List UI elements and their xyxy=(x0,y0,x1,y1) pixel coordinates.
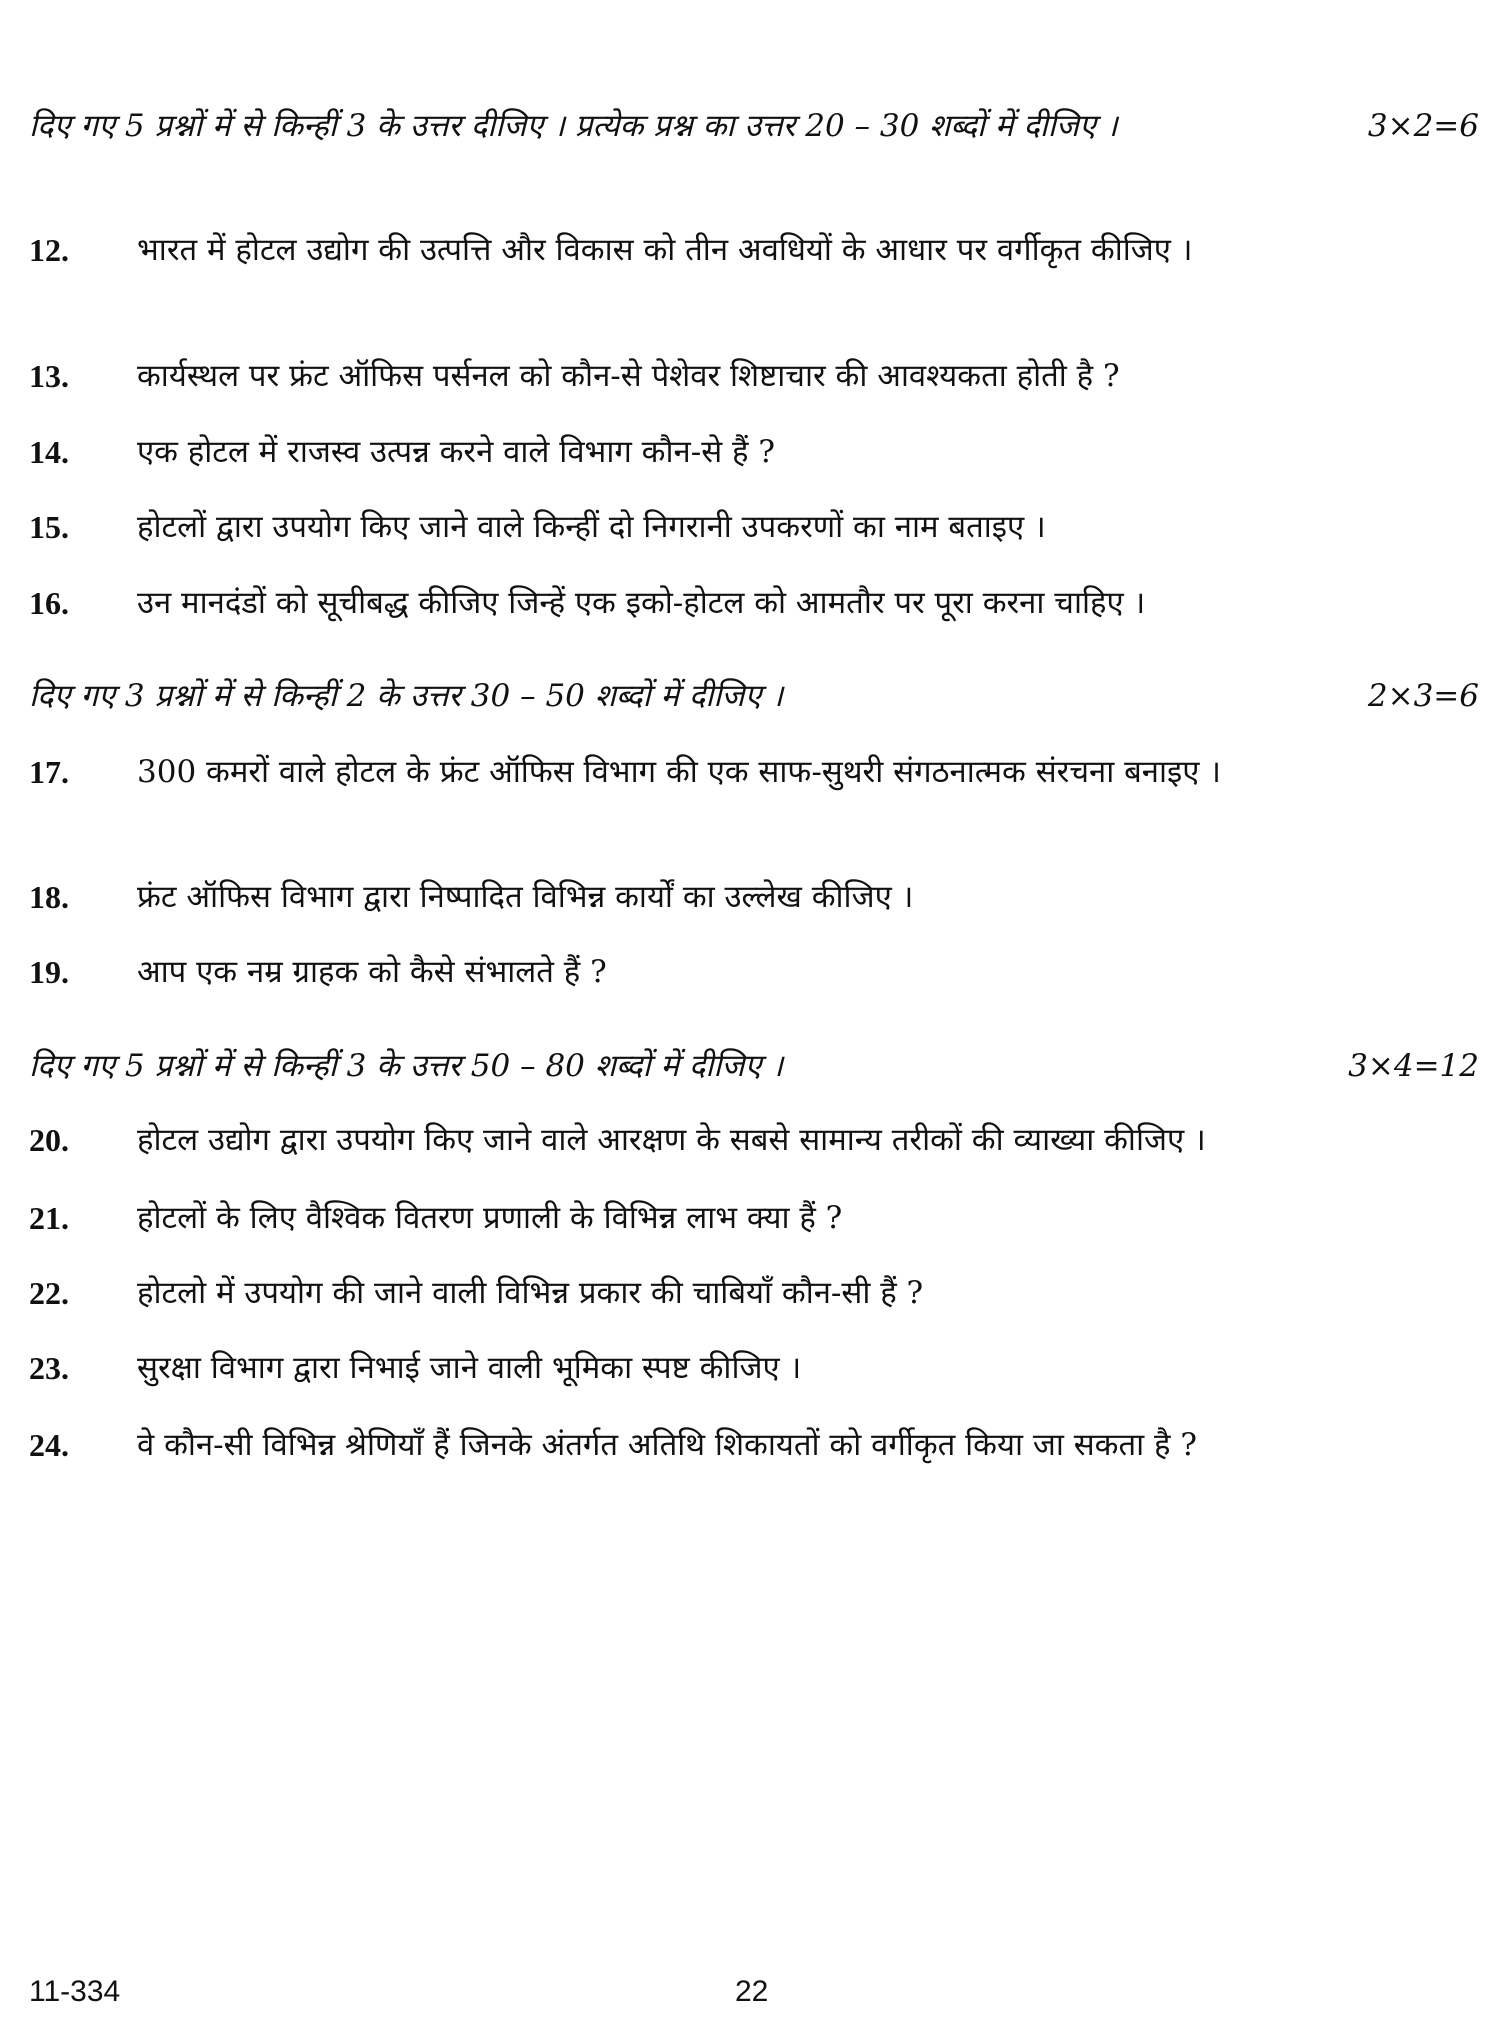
question-text: होटलों द्वारा उपयोग किए जाने वाले किन्हीं दो निगरानी उपकरणों का नाम बताइए । xyxy=(137,509,1046,545)
page-number: 22 xyxy=(735,1975,769,2008)
question-number: 16. xyxy=(29,585,69,621)
question-text: सुरक्षा विभाग द्वारा निभाई जाने वाली भूमिका स्पष्ट कीजिए । xyxy=(137,1350,802,1386)
question-number: 19. xyxy=(29,954,69,990)
question-text: आप एक नम्र ग्राहक को कैसे संभालते हैं ? xyxy=(137,954,607,990)
question xyxy=(29,1343,1479,1393)
question-text: भारत में होटल उद्योग की उत्पत्ति और विकास को तीन अवधियों के आधार पर वर्गीकृत कीजिए । xyxy=(137,232,1193,268)
question xyxy=(29,1115,1479,1165)
question-number: 22. xyxy=(29,1275,69,1311)
section-instruction xyxy=(29,670,1479,722)
question-text: होटलों के लिए वैश्विक वितरण प्रणाली के विभिन्न लाभ क्या हैं ? xyxy=(137,1200,843,1236)
question-text: वे कौन-सी विभिन्न श्रेणियाँ हैं जिनके अंतर्गत अतिथि शिकायतों को वर्गीकृत किया जा सकता है ? xyxy=(137,1427,1197,1463)
question xyxy=(29,747,1479,797)
question-number: 13. xyxy=(29,358,69,394)
question-number: 12. xyxy=(29,232,69,268)
question-text: एक होटल में राजस्व उत्पन्न करने वाले विभाग कौन-से हैं ? xyxy=(137,434,775,470)
question-number: 24. xyxy=(29,1427,69,1463)
question-number: 17. xyxy=(29,754,69,790)
marks: 2×3=6 xyxy=(1367,678,1479,714)
instruction-text: दिए गए 5 प्रश्नों में से किन्हीं 3 के उत्तर 50 – 80 शब्दों में दीजिए । xyxy=(29,1048,784,1084)
marks: 3×4=12 xyxy=(1348,1048,1479,1084)
question-text: कार्यस्थल पर फ्रंट ऑफिस पर्सनल को कौन-से पेशेवर शिष्टाचार की आवश्यकता होती है ? xyxy=(137,358,1120,394)
question xyxy=(29,1193,1479,1243)
paper-code: 11-334 xyxy=(29,1975,121,2008)
marks: 3×2=6 xyxy=(1367,108,1479,144)
question xyxy=(29,947,1479,997)
question-number: 21. xyxy=(29,1200,69,1236)
question xyxy=(29,1420,1479,1470)
question xyxy=(29,872,1479,922)
instruction-text: दिए गए 3 प्रश्नों में से किन्हीं 2 के उत्तर 30 – 50 शब्दों में दीजिए । xyxy=(29,678,784,714)
question xyxy=(29,502,1479,552)
question-text: होटल उद्योग द्वारा उपयोग किए जाने वाले आरक्षण के सबसे सामान्य तरीकों की व्याख्या कीजिए । xyxy=(137,1122,1206,1158)
question xyxy=(29,427,1479,477)
question-text: होटलो में उपयोग की जाने वाली विभिन्न प्रकार की चाबियाँ कौन-सी हैं ? xyxy=(137,1275,924,1311)
question-number: 14. xyxy=(29,434,69,470)
question-number: 15. xyxy=(29,509,69,545)
question xyxy=(29,1268,1479,1318)
instruction-text: दिए गए 5 प्रश्नों में से किन्हीं 3 के उत्तर दीजिए । प्रत्येक प्रश्न का उत्तर 20 – 30 शब्दों में दीजिए । xyxy=(29,108,1118,144)
question xyxy=(29,225,1479,275)
question-text: फ्रंट ऑफिस विभाग द्वारा निष्पादित विभिन्न कार्यों का उल्लेख कीजिए । xyxy=(137,879,914,915)
section-instruction xyxy=(29,1040,1479,1092)
question xyxy=(29,578,1479,628)
question-text: 300 कमरों वाले होटल के फ्रंट ऑफिस विभाग की एक साफ-सुथरी संगठनात्मक संरचना बनाइए । xyxy=(137,754,1221,790)
question-text: उन मानदंडों को सूचीबद्ध कीजिए जिन्हें एक इको-होटल को आमतौर पर पूरा करना चाहिए । xyxy=(137,585,1146,621)
question xyxy=(29,351,1479,401)
section-instruction xyxy=(29,100,1479,152)
question-number: 23. xyxy=(29,1350,69,1386)
question-number: 20. xyxy=(29,1122,69,1158)
question-number: 18. xyxy=(29,879,69,915)
